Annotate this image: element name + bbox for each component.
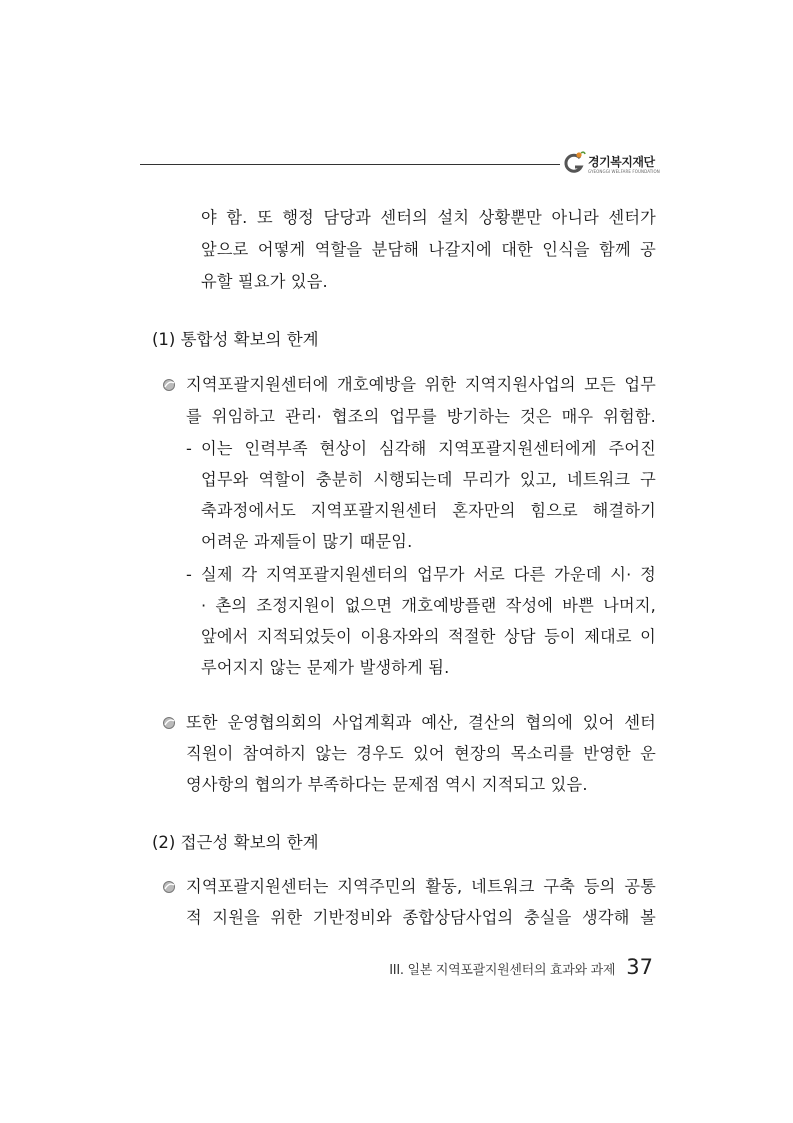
dash-marker: - — [186, 565, 192, 584]
s1-dash2-line-3: 앞에서 지적되었듯이 이용자와의 적절한 상담 등이 제대로 이 — [201, 627, 656, 646]
page-footer — [389, 955, 653, 979]
logo-subtitle: GYEONGGI WELFARE FOUNDATION — [588, 169, 660, 174]
s1-dash1-line-4: 어려운 과제들이 많기 때문임. — [201, 532, 413, 551]
s1-bullet2-line-2: 직원이 참여하지 않는 경우도 있어 현장의 목소리를 반영한 운 — [186, 744, 656, 763]
bullet-icon — [162, 378, 176, 392]
bullet-icon — [162, 716, 176, 730]
header-rule — [140, 164, 560, 165]
intro-line-3: 유할 필요가 있음. — [201, 272, 328, 291]
s1-bullet1-line-1: 지역포괄지원센터에 개호예방을 위한 지역지원사업의 모든 업무 — [186, 375, 656, 394]
s1-bullet2-line-1: 또한 운영협의회의 사업계획과 예산, 결산의 협의에 있어 센터 — [186, 713, 656, 732]
s1-dash1-line-2: 업무와 역할이 충분히 시행되는데 무리가 있고, 네트워크 구 — [201, 470, 656, 489]
section-2-heading: (2) 접근성 확보의 한계 — [152, 833, 319, 852]
logo-name: 경기복지재단 — [588, 155, 655, 169]
intro-line-2: 앞으로 어떻게 역할을 분담해 나갈지에 대한 인식을 함께 공 — [201, 240, 656, 259]
s1-dash2-line-2: · 촌의 조정지원이 없으면 개호예방플랜 작성에 바쁜 나머지, — [201, 596, 656, 615]
logo-mark-icon — [562, 150, 586, 176]
foundation-logo — [562, 150, 672, 178]
s1-dash1-line-3: 축과정에서도 지역포괄지원센터 혼자만의 힘으로 해결하기 — [201, 501, 656, 520]
dash-marker: - — [186, 439, 192, 458]
footer-chapter-title: III. 일본 지역포괄지원센터의 효과와 과제 — [389, 963, 616, 978]
s2-bullet1-line-1: 지역포괄지원센터는 지역주민의 활동, 네트워크 구축 등의 공통 — [186, 877, 656, 896]
s1-bullet2-line-3: 영사항의 협의가 부족하다는 문제점 역시 지적되고 있음. — [186, 775, 588, 794]
s2-bullet1-line-2: 적 지원을 위한 기반정비와 종합상담사업의 충실을 생각해 볼 — [186, 908, 656, 927]
s1-bullet1-line-2: 를 위임하고 관리· 협조의 업무를 방기하는 것은 매우 위험함. — [186, 407, 656, 426]
intro-line-1: 야 함. 또 행정 담당과 센터의 설치 상황뿐만 아니라 센터가 — [201, 208, 656, 227]
section-1-heading: (1) 통합성 확보의 한계 — [152, 330, 319, 349]
page-number: 37 — [626, 955, 653, 979]
s1-dash2-line-1: 실제 각 지역포괄지원센터의 업무가 서로 다른 가운데 시· 정 — [201, 565, 656, 584]
s1-dash2-line-4: 루어지지 않는 문제가 발생하게 됨. — [201, 658, 450, 677]
bullet-icon — [162, 880, 176, 894]
s1-dash1-line-1: 이는 인력부족 현상이 심각해 지역포괄지원센터에게 주어진 — [201, 439, 656, 458]
